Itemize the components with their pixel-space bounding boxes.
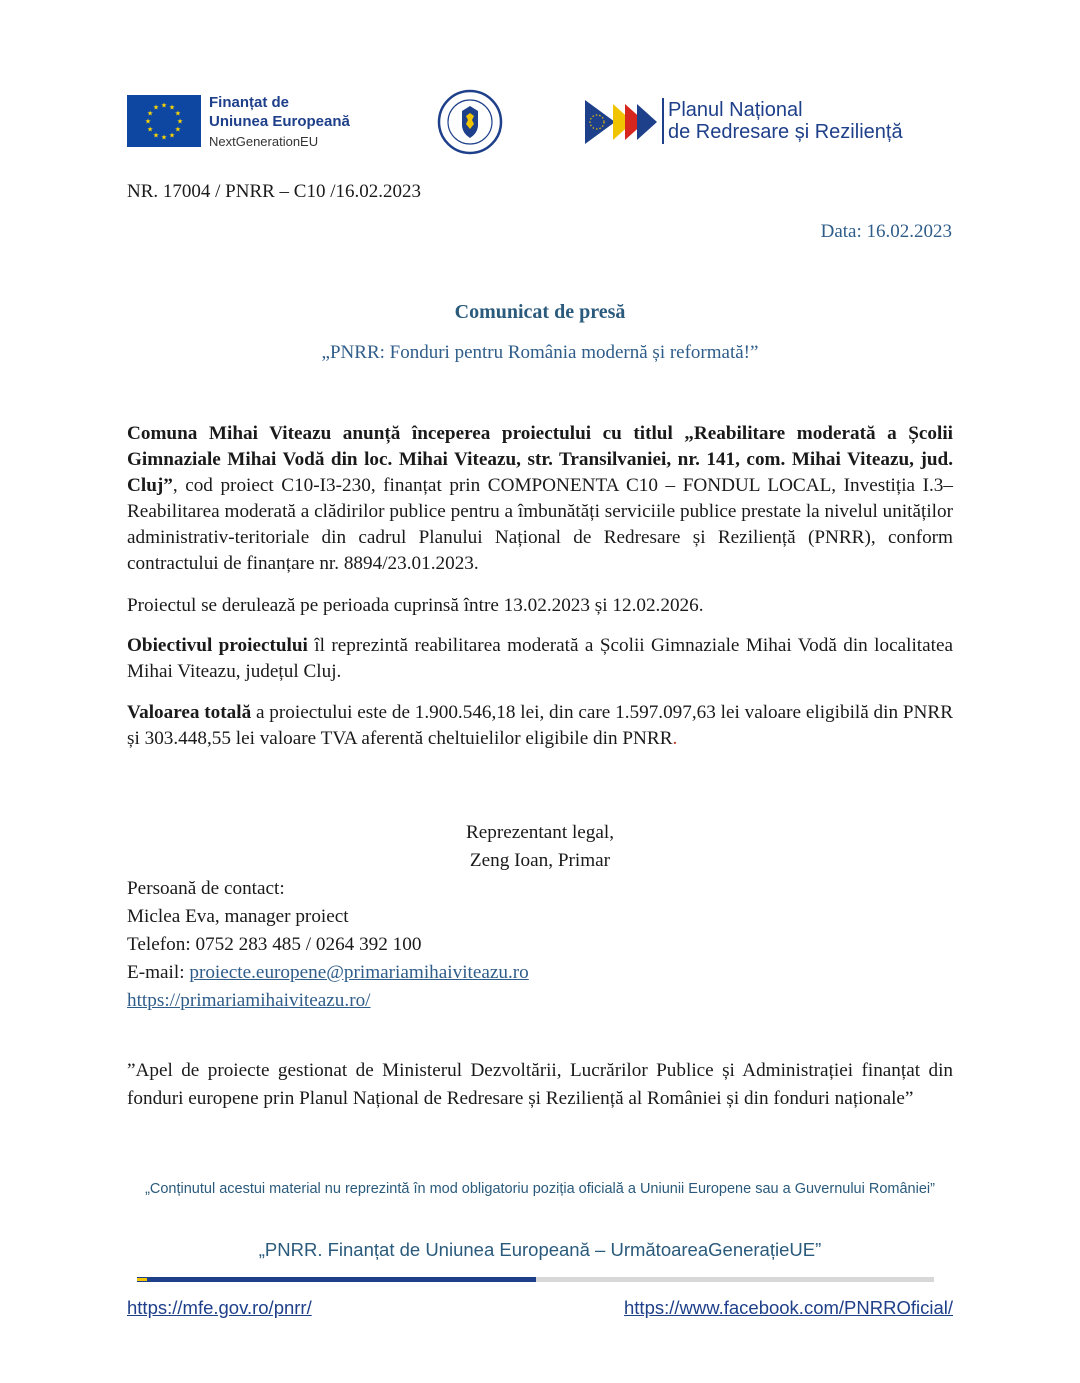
paragraph-objective [127,633,953,685]
announcement-text: , cod proiect C10-I3-230, finanțat prin COMPONENTA C10 – FONDUL LOCAL, Investiția I.3– Reabilitarea moderată a clădirilor publice pentru a îmbunătăți serviciile publice prestate la nivelul unităților administrativ-teritoriale din cadrul Planului Național de Redresare și Reziliență (PNRR), conform contractului de finanțare nr. 8894/23.01.2023. [127,475,953,574]
contact-block [127,875,529,1015]
signature-role: Reprezentant legal, [465,822,615,843]
footer-link-facebook[interactable]: https://www.facebook.com/PNRROficial/ [624,1297,953,1318]
appeal-text: ”Apel de proiecte gestionat de Ministerul Dezvoltării, Lucrărilor Publice și Administrației finanțat din fonduri europene prin Planul Național de Redresare și Reziliență al României și din fonduri naționale” [127,1060,953,1109]
value-bold: Valoarea totală [127,702,252,723]
eu-star-icon: ★ [174,109,182,118]
contact-email-link[interactable]: proiecte.europene@primariamihaiviteazu.ro [189,962,529,983]
pnrr-label-line2: de Redresare și Reziliență [668,121,903,143]
objective-bold: Obiectivul proiectului [127,635,308,656]
eu-label-line1: Finanțat de [209,94,290,111]
pnrr-label [668,99,903,143]
pnrr-divider [662,98,664,144]
eu-flag-icon [127,95,201,147]
document-number: NR. 17004 / PNRR – C10 /16.02.2023 [127,181,422,202]
page-title: Comunicat de presă [454,301,626,323]
eu-label-line3: NextGenerationEU [209,134,319,149]
eu-label-line2: Uniunea Europeană [209,113,350,130]
footer-progress-tip [137,1278,147,1281]
contact-email-label: E-mail: [127,962,190,983]
eu-star-icon: ★ [152,103,160,112]
announcement-bold: Comuna Mihai Viteazu anunță începerea proiectului cu titlul „Reabilitare moderată a Școlii Gimnaziale Mihai Vodă din loc. Mihai Viteazu, str. Transilvaniei, nr. 141, com. Mihai Viteazu, jud. Cluj” [127,423,953,496]
signature-block [0,819,1080,875]
contact-person: Miclea Eva, manager proiect [127,906,349,927]
value-text: a proiectului este de 1.900.546,18 lei, din care 1.597.097,63 lei valoare eligibilă din PNRR și 303.448,55 lei valoare TVA aferentă cheltuielilor eligibile din PNRR [127,702,953,749]
pnrr-label-line1: Planul Național [668,99,803,121]
page-subtitle: „PNRR: Fonduri pentru România modernă și reformată!” [321,342,759,363]
eu-funding-label [209,93,350,151]
contact-phone: Telefon: 0752 283 485 / 0264 392 100 [127,934,422,955]
footer-link-mfe[interactable]: https://mfe.gov.ro/pnrr/ [127,1297,312,1318]
eu-star-icon: ★ [146,125,154,134]
eu-star-icon: ★ [176,117,184,126]
eu-star-icon: ★ [160,133,168,142]
document-date: Data: 16.02.2023 [820,221,952,242]
eu-star-icon: ★ [152,131,160,140]
contact-website-link[interactable]: https://primariamihaiviteazu.ro/ [127,990,371,1011]
eu-star-icon: ★ [168,131,176,140]
value-end: . [672,728,678,749]
paragraph-announcement [127,421,953,577]
eu-star-icon: ★ [144,117,152,126]
pnrr-arrows-icon [585,98,661,146]
footer-progress-fill [137,1277,536,1282]
signature-name: Zeng Ioan, Primar [469,850,611,871]
contact-email-row [127,959,529,987]
guvernul-romaniei-seal-icon [437,89,503,155]
footer-progress-line [137,1277,934,1282]
paragraph-value [127,700,953,752]
eu-star-icon: ★ [168,103,176,112]
objective-text: îl reprezintă reabilitarea moderată a Școlii Gimnaziale Mihai Vodă din localitatea Mihai Viteazu, județul Cluj. [127,635,953,682]
eu-star-icon: ★ [160,101,168,110]
disclaimer-text: „Conținutul acestui material nu reprezintă în mod obligatoriu poziția oficială a Uniunii Europene sau a Guvernului României” [145,1181,935,1197]
paragraph-period: Proiectul se derulează pe perioada cuprinsă între 13.02.2023 și 12.02.2026. [127,595,704,616]
eu-star-icon: ★ [174,125,182,134]
footer-slogan: „PNRR. Finanțat de Uniunea Europeană – UrmătoareaGenerațieUE” [258,1239,822,1260]
eu-star-icon: ★ [146,109,154,118]
contact-label: Persoană de contact: [127,878,285,899]
